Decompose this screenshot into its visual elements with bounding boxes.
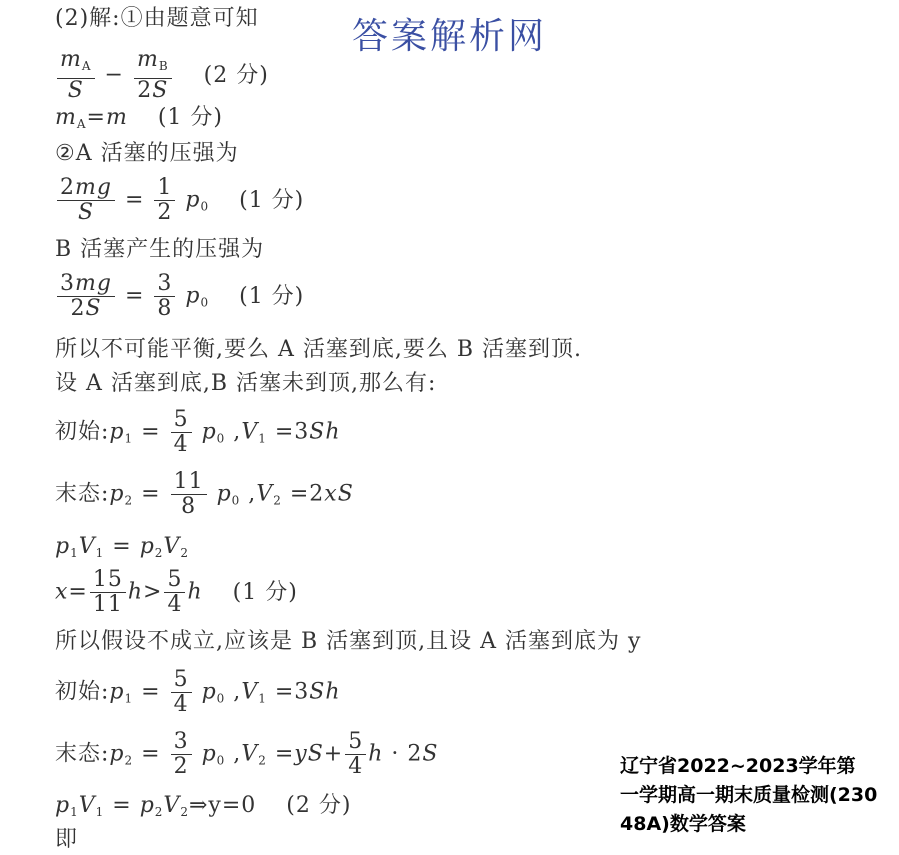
final-state-1: 末态$:p_2$ = $\frac{11}{8}$ $p_0$ $,V_2 =2xS$	[55, 469, 354, 519]
solution-heading: (2)解:①由题意可知	[55, 6, 259, 31]
initial-state-2: 初始$:p_1$ = $\frac{5}{4}$ $p_0$ $,V_1 =3Sh$	[55, 667, 341, 717]
result-x: x= $\frac{15}{11}$ h> $\frac{5}{4}$ h (1 分)	[55, 567, 298, 617]
initial-state-1: 初始$:p_1$ = $\frac{5}{4}$ $p_0$ $,V_1 =3Sh$	[55, 407, 341, 457]
score-label: (2 分)	[203, 62, 269, 88]
equation-mass-ratio: $\frac{m_A}{S}$ − $\frac{m_B}{2S}$ (2 分)	[55, 48, 269, 103]
equation-mass-a: $m_A=m$ (1 分)	[55, 105, 224, 131]
assumption-statement: 设 A 活塞到底,B 活塞未到顶,那么有:	[55, 371, 437, 396]
equation-pressure-a: $\frac{2mg}{S}$ = $\frac{1}{2}$ $p_0$ (1 分)	[55, 176, 304, 225]
final-word: 即	[55, 827, 79, 852]
equation-pressure-b: $\frac{3mg}{2S}$ = $\frac{3}{8}$ $p_0$ (1 分)	[55, 272, 304, 321]
boyle-law-1: $p_1V_1 = p_2V_2$	[55, 534, 189, 560]
final-state-2: 末态$:p_2$ = $\frac{3}{2}$ $p_0$ $,V_2 =yS+$ $\frac{5}{4}$ h · 2S	[55, 729, 439, 779]
revised-assumption: 所以假设不成立,应该是 B 活塞到顶,且设 A 活塞到底为 y	[55, 629, 642, 654]
watermark-title: 答案解析网	[352, 16, 548, 57]
piston-a-pressure-heading: ②A 活塞的压强为	[55, 141, 239, 166]
boyle-law-2: $p_1V_1$ = $p_2V_2\Rightarrow y=0$ (2 分)	[55, 793, 352, 819]
piston-b-pressure-heading: B 活塞产生的压强为	[55, 237, 265, 262]
exam-source-note: 辽宁省2022~2023学年第 一学期高一期末质量检测(230 48A)数学答案	[620, 755, 878, 835]
conclusion-not-balanced: 所以不可能平衡,要么 A 活塞到底,要么 B 活塞到顶.	[55, 337, 583, 362]
